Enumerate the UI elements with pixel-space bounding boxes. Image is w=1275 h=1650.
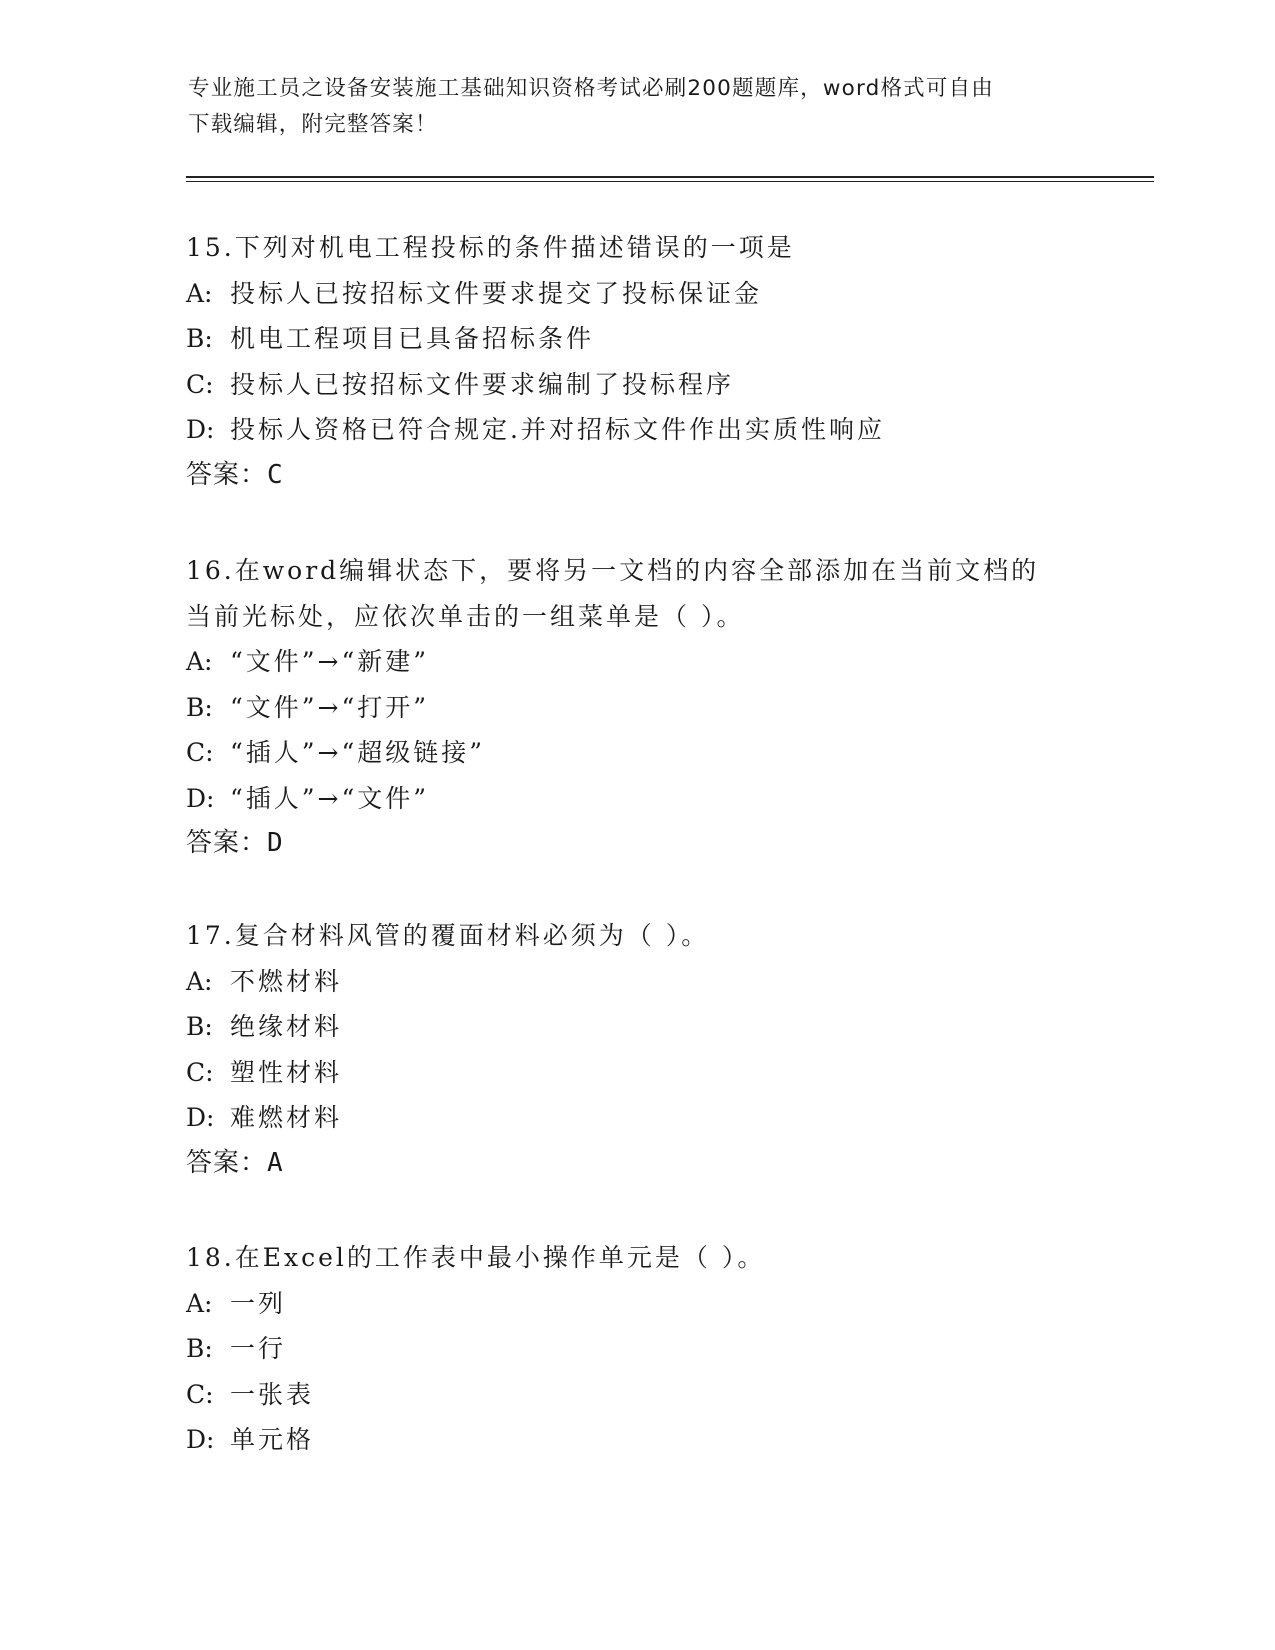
option-text: “插人”→“超级链接” — [230, 738, 486, 767]
option-letter: C: — [186, 369, 214, 399]
question-stem-line-2: 当前光标处，应依次单击的一组菜单是（ ）。 — [186, 601, 745, 631]
answer-line — [186, 821, 1106, 867]
answer-line — [186, 453, 1106, 499]
option-b — [186, 316, 1106, 362]
option-d — [186, 1417, 1106, 1463]
option-letter: A: — [186, 278, 213, 308]
option-a — [186, 639, 1106, 685]
answer-label: 答案： — [186, 828, 268, 858]
option-letter: A: — [186, 966, 213, 996]
option-letter: D: — [186, 415, 215, 444]
option-text: 难燃材料 — [230, 1103, 343, 1132]
option-b — [186, 685, 1106, 731]
answer-value: D — [267, 828, 284, 858]
option-a — [186, 271, 1106, 317]
option-letter: D: — [186, 1425, 215, 1454]
option-d — [186, 1095, 1106, 1141]
option-d — [186, 776, 1106, 822]
option-letter: C: — [186, 1379, 214, 1409]
option-text: “文件”→“打开” — [230, 692, 430, 722]
answer-value: A — [267, 1147, 284, 1178]
option-text: 不燃材料 — [230, 966, 343, 996]
question-stem — [186, 548, 1106, 639]
option-d — [186, 407, 1106, 453]
option-c — [186, 362, 1106, 408]
question-stem: 15.下列对机电工程投标的条件描述错误的一项是 — [186, 233, 795, 262]
question-16 — [186, 548, 1106, 867]
question-stem: 18.在Excel的工作表中最小操作单元是（ ）。 — [186, 1243, 766, 1272]
option-letter: C: — [186, 1057, 214, 1087]
option-letter: A: — [186, 1288, 213, 1318]
question-stem: 17.复合材料风管的覆面材料必须为（ ）。 — [186, 921, 710, 950]
question-18 — [186, 1235, 1106, 1463]
option-c — [186, 1050, 1106, 1096]
answer-line — [186, 1141, 1106, 1187]
question-17 — [186, 913, 1106, 1186]
answer-label: 答案： — [186, 459, 268, 490]
option-text: 绝缘材料 — [230, 1012, 343, 1041]
answer-value: C — [267, 459, 284, 490]
option-b — [186, 1004, 1106, 1050]
option-letter: B: — [186, 1012, 213, 1041]
option-letter: B: — [186, 692, 213, 722]
option-text: 一张表 — [230, 1379, 315, 1409]
question-15 — [186, 225, 1106, 498]
option-b — [186, 1326, 1106, 1372]
option-letter: B: — [186, 1334, 213, 1363]
option-letter: D: — [186, 783, 215, 813]
option-text: 投标人资格已符合规定.并对招标文件作出实质性响应 — [230, 415, 885, 444]
header-divider-thick — [186, 176, 1154, 178]
option-text: 投标人已按招标文件要求编制了投标程序 — [230, 369, 735, 399]
option-letter: B: — [186, 324, 213, 353]
option-letter: A: — [186, 647, 213, 676]
option-a — [186, 959, 1106, 1005]
option-text: 一列 — [230, 1288, 287, 1318]
header-line-2: 下载编辑，附完整答案！ — [188, 112, 438, 137]
header-line-1: 专业施工员之设备安装施工基础知识资格考试必刷200题题库，word格式可自由 — [188, 76, 994, 101]
option-letter: C: — [186, 738, 214, 767]
option-text: “插人”→“文件” — [230, 783, 430, 813]
option-c — [186, 1372, 1106, 1418]
answer-label: 答案： — [186, 1147, 268, 1178]
option-text: 塑性材料 — [230, 1057, 343, 1087]
document-header — [188, 71, 1078, 143]
option-c — [186, 730, 1106, 776]
header-divider-thin — [186, 181, 1154, 182]
question-stem-line-1: 16.在word编辑状态下，要将另一文档的内容全部添加在当前文档的 — [186, 556, 1040, 585]
option-a — [186, 1281, 1106, 1327]
option-text: 机电工程项目已具备招标条件 — [230, 324, 595, 353]
option-text: 一行 — [230, 1334, 287, 1363]
option-text: “文件”→“新建” — [230, 647, 430, 676]
option-text: 投标人已按招标文件要求提交了投标保证金 — [230, 278, 763, 308]
option-text: 单元格 — [230, 1425, 315, 1454]
option-letter: D: — [186, 1103, 215, 1132]
